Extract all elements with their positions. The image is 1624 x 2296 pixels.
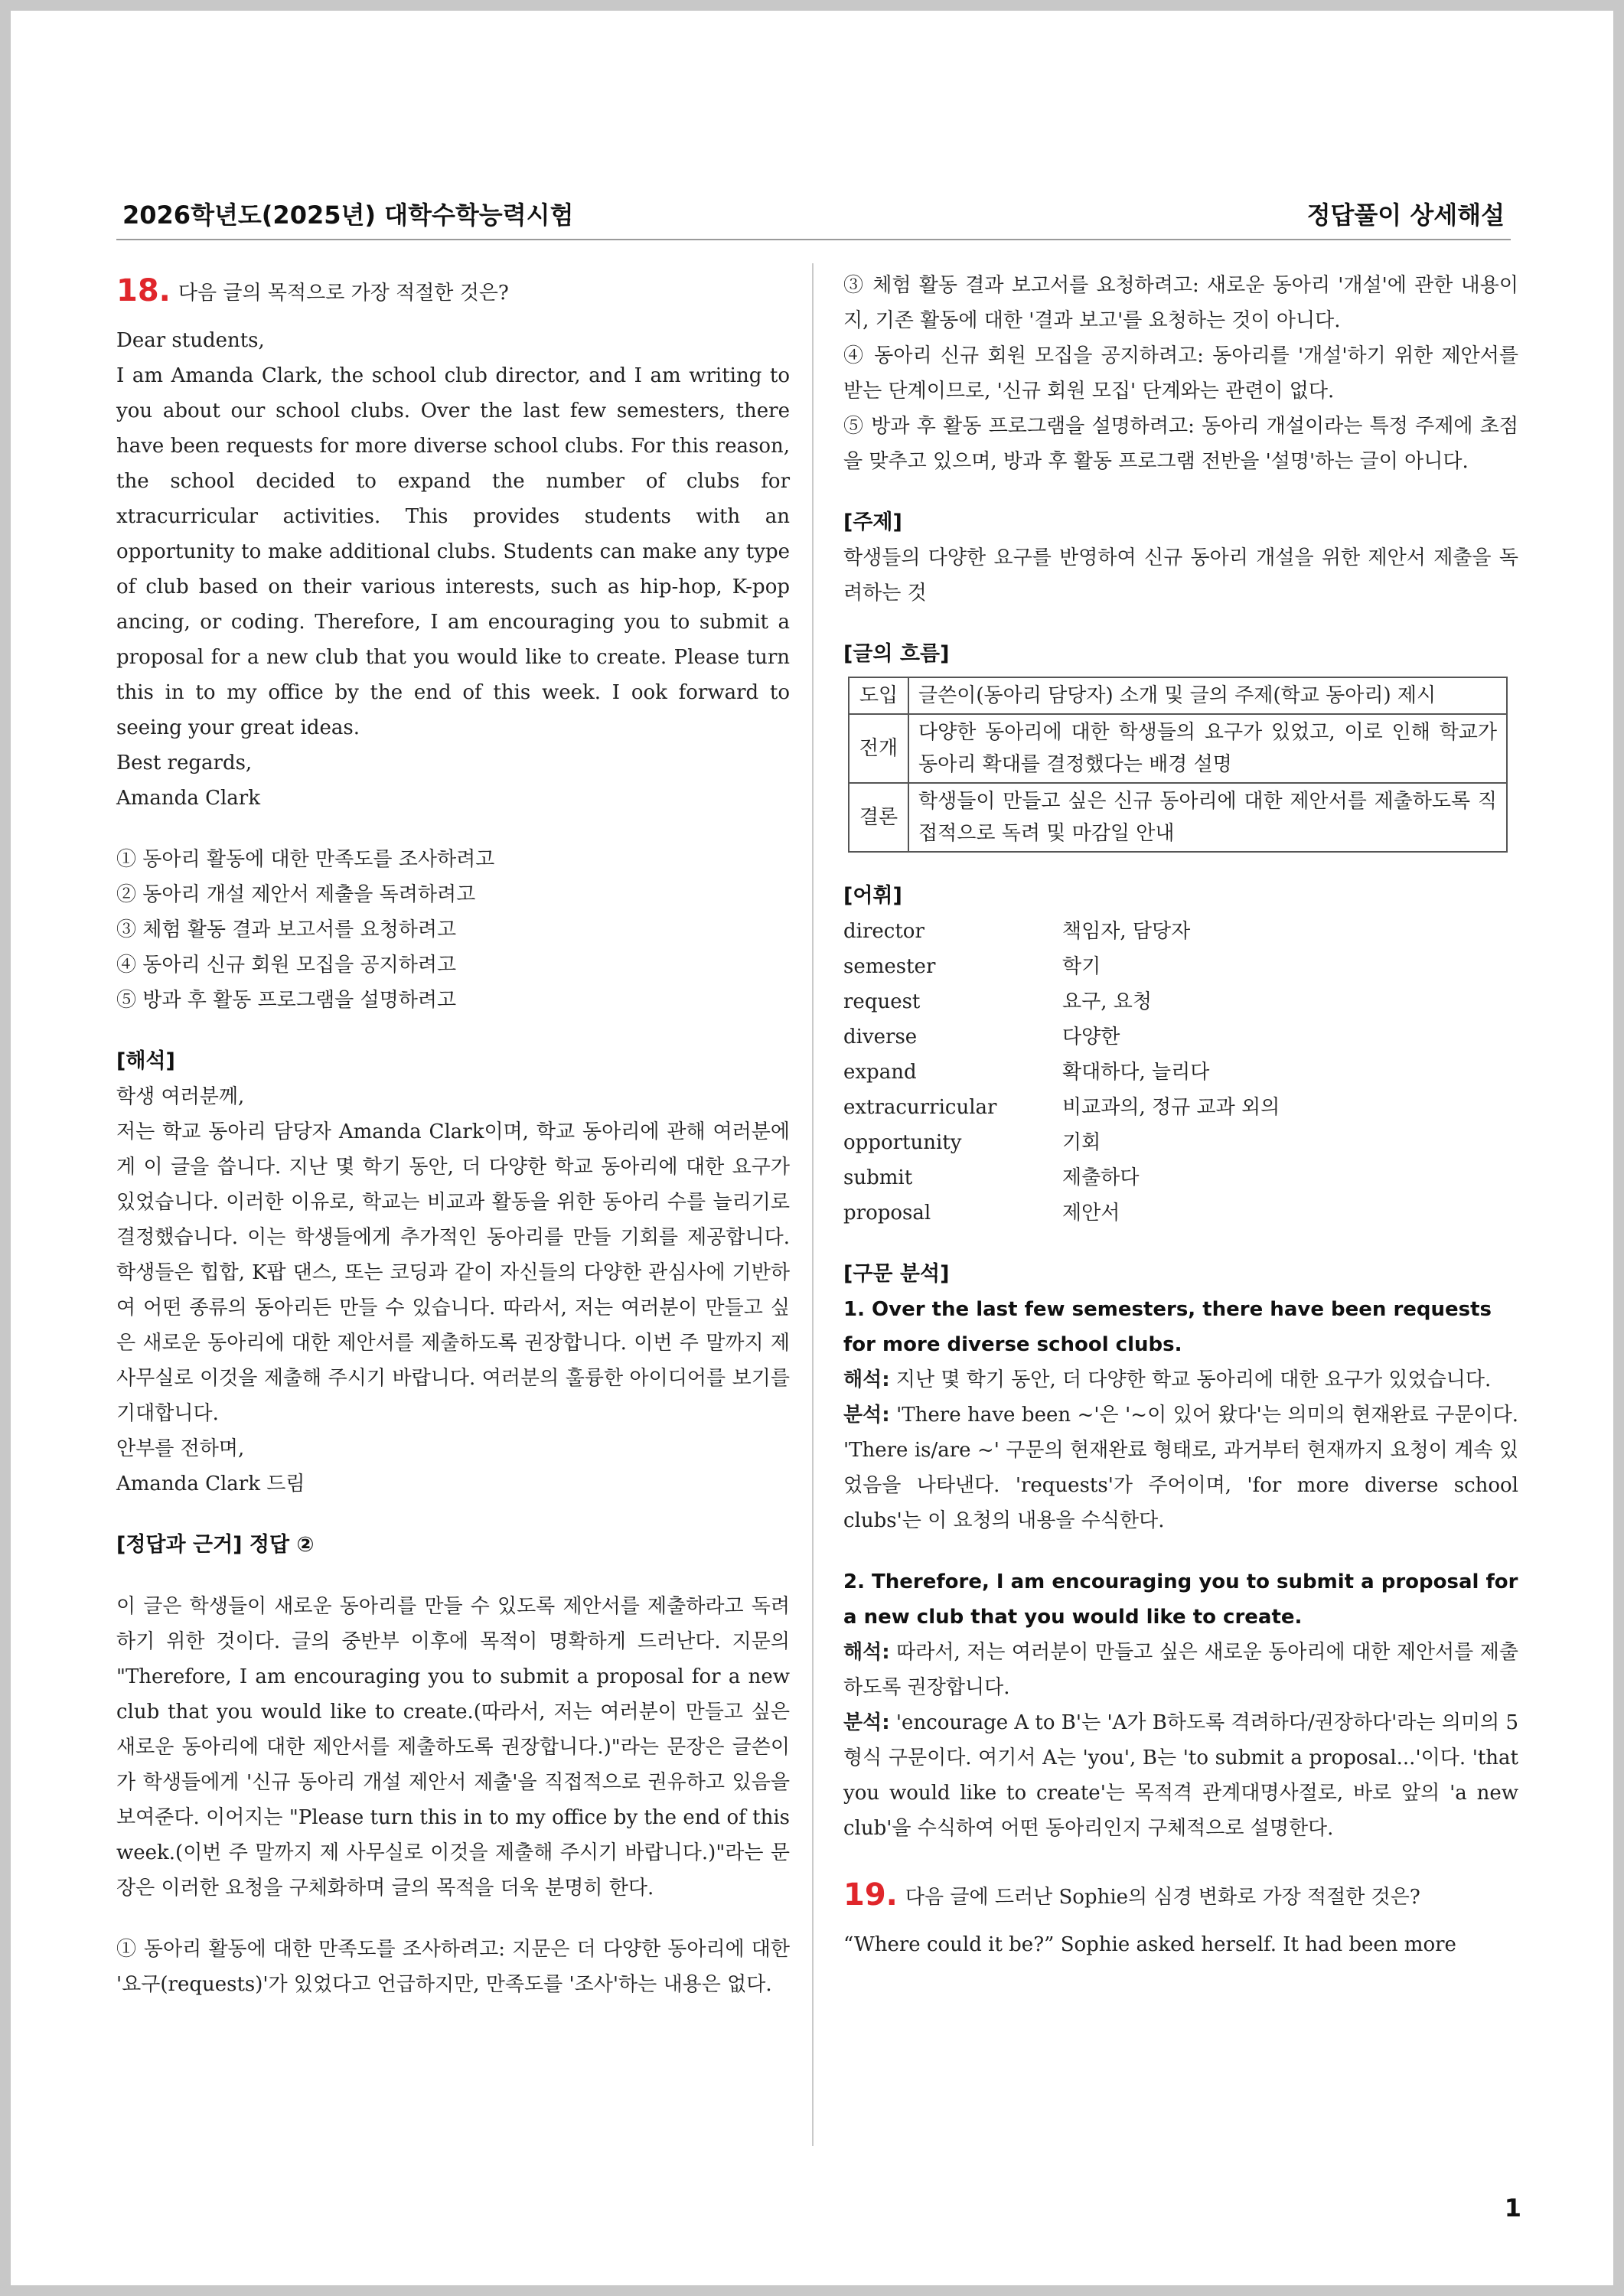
translation-greeting: 학생 여러분께, (116, 1085, 245, 1108)
flow-row (849, 677, 1507, 714)
wrong-choice-5-explanation: ⑤ 방과 후 활동 프로그램을 설명하려고: 동아리 개설이라는 특정 주제에 초점을 맞추고 있으며, 방과 후 활동 프로그램 전반을 '설명'하는 글이 아니다. (843, 415, 1518, 473)
letter-greeting: Dear students, (116, 329, 265, 352)
vocab-heading: [어휘] (843, 884, 902, 908)
vocab-word: director (843, 920, 925, 943)
flow-heading: [글의 흐름] (843, 642, 950, 666)
translation-text: 따라서, 저는 여러분이 만들고 싶은 새로운 동아리에 대한 제안서를 제출하도록 권장합니다. (843, 1641, 1518, 1699)
page (11, 11, 1613, 2285)
syntax-1-analysis (843, 1397, 1518, 1538)
choice-1: ① 동아리 활동에 대한 만족도를 조사하려고 (116, 848, 495, 871)
page-header (116, 193, 1511, 240)
choice-5: ⑤ 방과 후 활동 프로그램을 설명하려고 (116, 989, 457, 1012)
syntax-2-analysis (843, 1705, 1518, 1846)
choice-3: ③ 체험 활동 결과 보고서를 요청하려고 (116, 918, 457, 941)
vocab-row (843, 1160, 1518, 1195)
vocab-list (843, 914, 1518, 1231)
letter-signature: Amanda Clark (116, 787, 260, 810)
topic-heading: [주제] (843, 510, 902, 534)
vocab-row (843, 949, 1518, 984)
translation-text: 지난 몇 학기 동안, 더 다양한 학교 동아리에 대한 요구가 있었습니다. (889, 1368, 1492, 1391)
vocab-row (843, 1055, 1518, 1090)
wrong-choice-3-explanation: ③ 체험 활동 결과 보고서를 요청하려고: 새로운 동아리 '개설'에 관한 내용이지, 기존 활동에 대한 '결과 보고'를 요청하는 것이 아니다. (843, 274, 1518, 332)
translation-body: 저는 학교 동아리 담당자 Amanda Clark이며, 학교 동아리에 관해 여러분에게 이 글을 씁니다. 지난 몇 학기 동안, 더 다양한 학교 동아리에 대한 요구가 있었습니다. 이러한 이유로, 학교는 비교과 활동을 위한 동아리 수를 늘리기로 결정했습니다. 이는 학생들에게 추가적인 동아리를 만들 기회를 제공합니다. 학생들은 힙합, K팝 댄스, 또는 코딩과 같이 자신들의 다양한 관심사에 기반하여 어떤 종류의 동아리든 만들 수 있습니다. 따라서, 저는 여러분이 만들고 싶은 새로운 동아리에 대한 제안서를 제출하도록 권장합니다. 이번 주 말까지 제 사무실로 이것을 제출해 주시기 바랍니다. 여러분의 훌륭한 아이디어를 보기를 기대합니다. (116, 1120, 790, 1425)
flow-stage: 도입 (849, 677, 908, 714)
exam-title: 2026학년도(2025년) 대학수학능력시험 (122, 201, 574, 230)
vocab-row (843, 1090, 1518, 1125)
flow-description: 학생들이 만들고 싶은 신규 동아리에 대한 제안서를 제출하도록 직접적으로 독려 및 마감일 안내 (908, 783, 1507, 852)
syntax-1-translation (843, 1362, 1518, 1397)
left-column (116, 268, 790, 2002)
analysis-label: 분석: (843, 1711, 890, 1734)
vocab-meaning: 제안서 (1062, 1202, 1120, 1225)
flow-description: 다양한 동아리에 대한 학생들의 요구가 있었고, 이로 인해 학교가 동아리 확대를 결정했다는 배경 설명 (908, 714, 1507, 783)
vocab-row (843, 1125, 1518, 1160)
vocab-meaning: 학기 (1062, 955, 1101, 978)
vocab-meaning: 책임자, 담당자 (1062, 920, 1191, 943)
letter-body: I am Amanda Clark, the school club director, and I am writing to you about our school clubs. Over the last few semesters, there have been requests for more diverse school clubs. For this reason, the school decided to expand the number of clubs for xtracurricular activities. This provides students with an opportunity to make additional clubs. Students can make any type of club based on their various interests, such as hip-hop, K-pop ancing, or coding. Therefore, I am encouraging you to submit a proposal for a new club that you would like to create. Please turn this in to my office by the end of this week. I ook forward to seeing your great ideas. (116, 364, 790, 739)
translation-label: 해석: (843, 1368, 890, 1391)
topic-text: 학생들의 다양한 요구를 반영하여 신규 동아리 개설을 위한 제안서 제출을 독려하는 것 (843, 546, 1518, 605)
vocab-row (843, 1019, 1518, 1055)
solution-title: 정답풀이 상세해설 (1306, 201, 1505, 230)
vocab-row (843, 914, 1518, 949)
page-number: 1 (1504, 2193, 1521, 2223)
vocab-row (843, 1195, 1518, 1231)
question-19-heading (843, 1872, 1518, 1923)
vocab-meaning: 비교과의, 정규 교과 외의 (1062, 1096, 1280, 1119)
vocab-word: request (843, 990, 921, 1013)
choice-2: ② 동아리 개설 제안서 제출을 독려하려고 (116, 883, 476, 906)
vocab-meaning: 다양한 (1062, 1026, 1120, 1049)
syntax-sentence-1: 1. Over the last few semesters, there have been requests for more diverse school clubs. (843, 1298, 1492, 1356)
choice-4: ④ 동아리 신규 회원 모집을 공지하려고 (116, 954, 457, 977)
vocab-word: diverse (843, 1026, 918, 1049)
wrong-choice-4-explanation: ④ 동아리 신규 회원 모집을 공지하려고: 동아리를 '개설'하기 위한 제안서를 받는 단계이므로, '신규 회원 모집' 단계와는 관련이 없다. (843, 344, 1518, 403)
question-number: 19. (843, 1877, 898, 1913)
vocab-word: submit (843, 1166, 913, 1189)
analysis-text: 'There have been ~'은 '~이 있어 왔다'는 의미의 현재완료 구문이다. 'There is/are ~' 구문의 현재완료 형태로, 과거부터 현재까지 요청이 계속 있었음을 나타낸다. 'requests'가 주어이며, 'for more diverse school clubs'는 이 요청의 내용을 수식한다. (843, 1404, 1518, 1532)
vocab-meaning: 확대하다, 늘리다 (1062, 1061, 1210, 1084)
flow-stage: 결론 (849, 783, 908, 852)
question-18-heading (116, 268, 790, 318)
vocab-row (843, 984, 1518, 1019)
flow-row (849, 783, 1507, 852)
vocab-word: extracurricular (843, 1096, 997, 1119)
syntax-2-translation (843, 1635, 1518, 1705)
question-19-passage-start: “Where could it be?” Sophie asked herself. It had been more (843, 1933, 1456, 1956)
analysis-text: 'encourage A to B'는 'A가 B하도록 격려하다/권장하다'라는 의미의 5형식 구문이다. 여기서 A는 'you', B는 'to submit a proposal...'이다. 'that you would like to create'는 목적격 관계대명사절로, 바로 앞의 'a new club'을 수식하여 어떤 동아리인지 구체적으로 설명한다. (843, 1711, 1518, 1840)
translation-heading: [해석] (116, 1049, 175, 1073)
vocab-meaning: 제출하다 (1062, 1166, 1140, 1189)
vocab-meaning: 요구, 요청 (1062, 990, 1152, 1013)
answer-heading: [정답과 근거] 정답 ② (116, 1533, 315, 1557)
answer-explanation: 이 글은 학생들이 새로운 동아리를 만들 수 있도록 제안서를 제출하라고 독려하기 위한 것이다. 글의 중반부 이후에 목적이 명확하게 드러난다. 지문의 "Therefore, I am encouraging you to submit a proposal for a new club that you would like to create.(따라서, 저는 여러분이 만들고 싶은 새로운 동아리에 대한 제안서를 제출하도록 권장합니다.)"라는 문장은 글쓴이가 학생들에게 '신규 동아리 개설 제안서 제출'을 직접적으로 권유하고 있음을 보여준다. 이어지는 "Please turn this in to my office by the end of this week.(이번 주 말까지 제 사무실로 이것을 제출해 주시기 바랍니다.)"라는 문장은 이러한 요청을 구체화하며 글의 목적을 더욱 분명히 한다. (116, 1595, 790, 1900)
flow-table (848, 677, 1508, 853)
question-text: 다음 글의 목적으로 가장 적절한 것은? (178, 282, 509, 305)
analysis-label: 분석: (843, 1404, 890, 1427)
question-number: 18. (116, 273, 171, 308)
letter-closing: Best regards, (116, 752, 253, 775)
vocab-word: proposal (843, 1202, 931, 1225)
flow-stage: 전개 (849, 714, 908, 783)
translation-label: 해석: (843, 1641, 890, 1664)
flow-description: 글쓴이(동아리 담당자) 소개 및 글의 주제(학교 동아리) 제시 (908, 677, 1507, 714)
wrong-choice-1-explanation: ① 동아리 활동에 대한 만족도를 조사하려고: 지문은 더 다양한 동아리에 대한 '요구(requests)'가 있었다고 언급하지만, 만족도를 '조사'하는 내용은 없다. (116, 1938, 790, 1996)
vocab-meaning: 기회 (1062, 1131, 1101, 1154)
column-divider (812, 263, 814, 2146)
translation-signature: Amanda Clark 드림 (116, 1473, 305, 1495)
vocab-word: opportunity (843, 1131, 962, 1154)
vocab-word: expand (843, 1061, 917, 1084)
translation-closing: 안부를 전하며, (116, 1437, 245, 1460)
vocab-word: semester (843, 955, 936, 978)
right-column (843, 268, 1518, 1962)
syntax-heading: [구문 분석] (843, 1262, 950, 1286)
flow-row (849, 714, 1507, 783)
question-text: 다음 글에 드러난 Sophie의 심경 변화로 가장 적절한 것은? (905, 1886, 1420, 1909)
syntax-sentence-2: 2. Therefore, I am encouraging you to submit a proposal for a new club that you would like to create. (843, 1570, 1518, 1629)
